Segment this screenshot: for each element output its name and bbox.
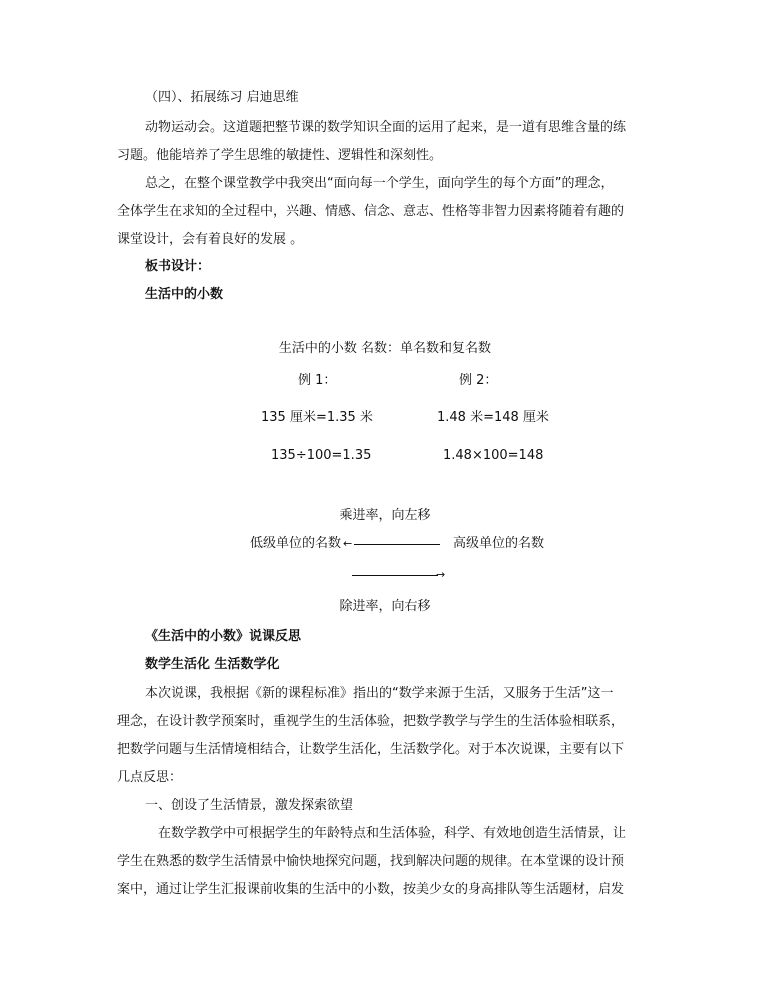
high-unit-label: 高级单位的名数 <box>453 536 545 551</box>
example1-line1: 135 厘米=1.35 米 <box>261 410 373 425</box>
board-label: 板书设计： <box>145 259 211 274</box>
reflection-intro-line4: 几点反思： <box>117 770 183 785</box>
example2-line2: 1.48×100=148 <box>443 448 544 463</box>
example1-label: 例 1： <box>298 373 337 388</box>
point1-body-line2: 学生在熟悉的数学生活情景中愉快地探究问题，找到解决问题的规律。在本堂课的设计预 <box>117 854 625 869</box>
example2-label: 例 2： <box>459 373 498 388</box>
section4-title: （四）、拓展练习 启迪思维 <box>145 90 299 105</box>
section4-para2-line3: 课堂设计，会有着良好的发展 。 <box>117 232 304 247</box>
board-subtitle: 生活中的小数 <box>145 287 224 302</box>
right-arrowhead-icon: → <box>436 568 446 581</box>
section4-para2-line1: 总之，在整个课堂教学中我突出“面向每一个学生，面向学生的每个方面”的理念， <box>145 176 614 191</box>
section4-para1-line2: 习题。他能培养了学生思维的敏捷性、逻辑性和深刻性。 <box>117 148 443 163</box>
reflection-subtitle: 数学生活化 生活数学化 <box>145 657 280 672</box>
board-header: 生活中的小数 名数：单名数和复名数 <box>278 341 492 356</box>
reflection-intro-line1: 本次说课，我根据《新的课程标准》指出的“数学来源于生活，又服务于生活”这一 <box>145 686 614 701</box>
point1-title: 一、创设了生活情景，激发探索欲望 <box>145 798 354 813</box>
reflection-intro-line3: 把数学问题与生活情境相结合，让数学生活化，生活数学化。对于本次说课，主要有以下 <box>117 742 625 757</box>
right-arrow-line <box>352 575 438 576</box>
reflection-title: 《生活中的小数》说课反思 <box>145 629 302 644</box>
section4-para2-line2: 全体学生在求知的全过程中，兴趣、情感、信念、意志、性格等非智力因素将随着有趣的 <box>117 204 625 219</box>
point1-body-line3: 案中，通过让学生汇报课前收集的生活中的小数，按美少女的身高排队等生活题材，启发 <box>117 882 625 897</box>
example1-line2: 135÷100=1.35 <box>271 448 372 463</box>
divide-rule: 除进率，向右移 <box>339 599 431 614</box>
reflection-intro-line2: 理念，在设计教学预案时，重视学生的生活体验，把数学教学与学生的生活体验相联系， <box>117 714 625 729</box>
section4-para1-line1: 动物运动会。这道题把整节课的数学知识全面的运用了起来，是一道有思维含量的练 <box>145 120 627 135</box>
point1-body-line1: 在数学教学中可根据学生的年龄特点和生活体验，科学、有效地创造生活情景，让 <box>158 826 627 841</box>
left-arrow-line <box>354 544 440 545</box>
left-arrowhead-icon: ← <box>343 537 353 550</box>
multiply-rule: 乘进率，向左移 <box>339 508 431 523</box>
example2-line1: 1.48 米=148 厘米 <box>437 410 549 425</box>
low-unit-label: 低级单位的名数 <box>250 536 342 551</box>
